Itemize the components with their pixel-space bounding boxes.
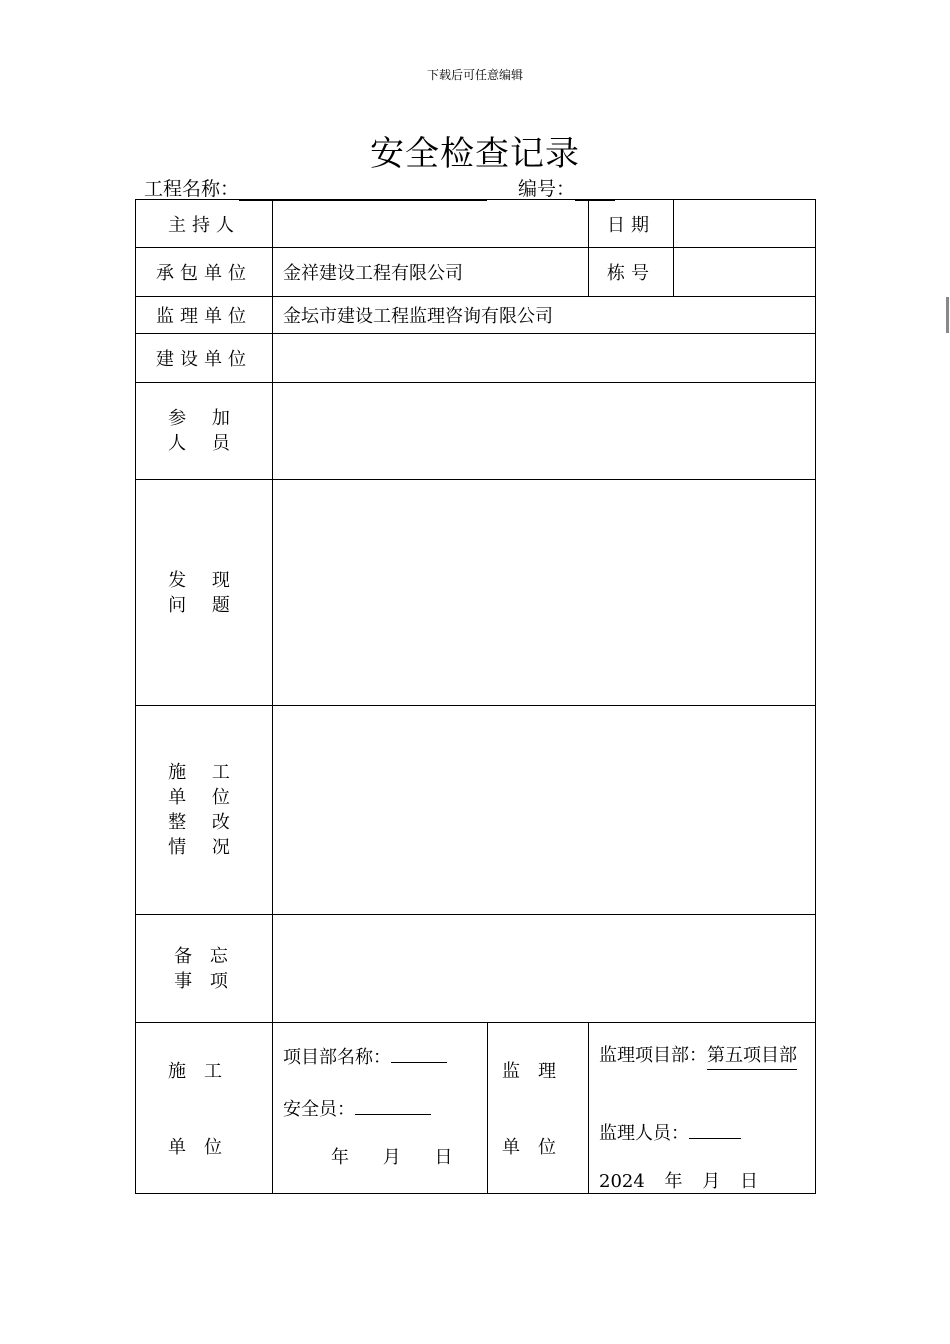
supervision-dept-value[interactable]: 第五项目部 bbox=[707, 1043, 797, 1070]
row-memo bbox=[136, 915, 816, 1023]
memo-label-line: 事 项 bbox=[174, 970, 234, 992]
building-label: 栋号 bbox=[589, 248, 674, 297]
supervision-dept-label: 监理项目部： bbox=[599, 1045, 707, 1066]
number-blank[interactable] bbox=[575, 180, 615, 201]
supervision-unit-label bbox=[488, 1023, 589, 1194]
supervisor-person-blank[interactable] bbox=[689, 1122, 741, 1139]
row-problems bbox=[136, 480, 816, 706]
document-title: 安全检查记录 bbox=[370, 134, 580, 174]
memo-label bbox=[136, 915, 273, 1023]
supervision-unit-label-line: 监理 bbox=[502, 1061, 574, 1082]
construction-unit-label bbox=[136, 1023, 273, 1194]
row-supervisor bbox=[136, 297, 816, 334]
row-contractor bbox=[136, 248, 816, 297]
memo-value[interactable] bbox=[273, 915, 816, 1023]
construction-unit-label-line: 单位 bbox=[168, 1137, 240, 1158]
rectification-label bbox=[136, 706, 273, 915]
participants-label-line: 参 加 bbox=[168, 408, 240, 429]
supervision-sign-cell bbox=[589, 1023, 816, 1194]
building-value[interactable] bbox=[674, 248, 816, 297]
project-dept-row bbox=[283, 1043, 447, 1069]
safety-officer-blank[interactable] bbox=[355, 1098, 431, 1115]
safety-officer-row bbox=[283, 1095, 431, 1121]
construction-unit-label-line: 施工 bbox=[168, 1061, 240, 1082]
problems-label bbox=[136, 480, 273, 706]
project-name-blank[interactable] bbox=[239, 180, 487, 201]
rectification-label-line: 情 况 bbox=[168, 837, 240, 858]
safety-officer-label: 安全员： bbox=[283, 1099, 355, 1120]
project-name-row bbox=[144, 174, 487, 201]
project-dept-blank[interactable] bbox=[391, 1046, 447, 1063]
supervisor-value[interactable]: 金坛市建设工程监理咨询有限公司 bbox=[273, 297, 816, 334]
row-host bbox=[136, 200, 816, 248]
rectification-value[interactable] bbox=[273, 706, 816, 915]
construction-sign-cell bbox=[273, 1023, 488, 1194]
memo-label-line: 备 忘 bbox=[174, 945, 234, 967]
contractor-label: 承包单位 bbox=[136, 248, 273, 297]
rectification-label-line: 单 位 bbox=[168, 787, 240, 808]
owner-value[interactable] bbox=[273, 334, 816, 383]
project-dept-label: 项目部名称： bbox=[283, 1047, 391, 1068]
project-name-label: 工程名称： bbox=[144, 178, 240, 200]
number-row bbox=[518, 174, 615, 201]
problems-value[interactable] bbox=[273, 480, 816, 706]
participants-label-line: 人 员 bbox=[168, 433, 240, 454]
rectification-label-line: 施 工 bbox=[168, 762, 240, 783]
supervisor-person-row bbox=[599, 1119, 741, 1145]
date-line-right: 2024 年 月 日 bbox=[599, 1171, 758, 1192]
participants-value[interactable] bbox=[273, 383, 816, 480]
inspection-form-table bbox=[135, 199, 816, 1194]
rectification-label-line: 整 改 bbox=[168, 812, 240, 833]
date-label: 日期 bbox=[589, 200, 674, 248]
problems-label-line: 发 现 bbox=[168, 569, 240, 591]
date-value[interactable] bbox=[674, 200, 816, 248]
row-participants bbox=[136, 383, 816, 480]
owner-label: 建设单位 bbox=[136, 334, 273, 383]
supervisor-person-label: 监理人员： bbox=[599, 1123, 689, 1144]
page-edge-marker bbox=[946, 297, 949, 333]
host-label: 主持人 bbox=[136, 200, 273, 248]
contractor-value[interactable]: 金祥建设工程有限公司 bbox=[273, 248, 589, 297]
header-note: 下载后可任意编辑 bbox=[426, 68, 523, 82]
host-value[interactable] bbox=[273, 200, 589, 248]
participants-label bbox=[136, 383, 273, 480]
supervision-dept-row bbox=[599, 1043, 809, 1070]
number-label: 编号： bbox=[518, 178, 576, 200]
problems-label-line: 问 题 bbox=[168, 594, 240, 616]
date-line-left: 年 月 日 bbox=[331, 1147, 467, 1168]
supervisor-label: 监理单位 bbox=[136, 297, 273, 334]
supervision-unit-label-line: 单位 bbox=[502, 1137, 574, 1158]
row-signatures bbox=[136, 1023, 816, 1194]
row-rectification bbox=[136, 706, 816, 915]
row-owner bbox=[136, 334, 816, 383]
